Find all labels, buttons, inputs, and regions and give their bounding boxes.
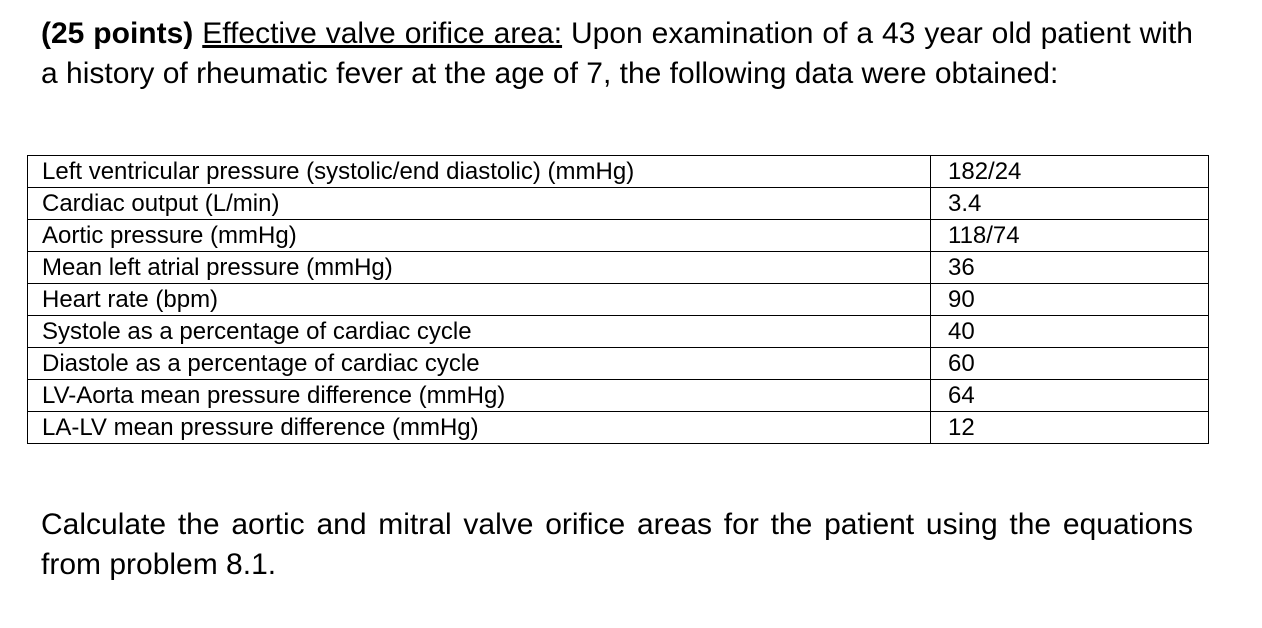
table-row bbox=[28, 220, 1209, 252]
table-row bbox=[28, 188, 1209, 220]
row-value: 90 bbox=[931, 284, 1209, 316]
patient-data-table bbox=[27, 155, 1209, 444]
table-row bbox=[28, 284, 1209, 316]
row-value: 40 bbox=[931, 316, 1209, 348]
table-row bbox=[28, 252, 1209, 284]
row-label: Systole as a percentage of cardiac cycle bbox=[28, 316, 931, 348]
problem-topic: Effective valve orifice area: bbox=[202, 17, 563, 50]
row-label: Aortic pressure (mmHg) bbox=[28, 220, 931, 252]
row-label: Cardiac output (L/min) bbox=[28, 188, 931, 220]
problem-intro bbox=[41, 14, 1193, 94]
row-label: Heart rate (bpm) bbox=[28, 284, 931, 316]
row-value: 36 bbox=[931, 252, 1209, 284]
table-row bbox=[28, 412, 1209, 444]
row-value: 118/74 bbox=[931, 220, 1209, 252]
row-value: 64 bbox=[931, 380, 1209, 412]
table-row bbox=[28, 316, 1209, 348]
row-value: 12 bbox=[931, 412, 1209, 444]
row-value: 3.4 bbox=[931, 188, 1209, 220]
question-text: Calculate the aortic and mitral valve orifice areas for the patient using the equations from problem 8.1. bbox=[41, 508, 1193, 581]
table-row bbox=[28, 380, 1209, 412]
table-row bbox=[28, 348, 1209, 380]
points-label: (25 points) bbox=[41, 17, 194, 50]
table-row bbox=[28, 156, 1209, 188]
intro-text: Upon examination of a 43 year old patient with a history of rheumatic fever at the age of 7, the following data were obtained: bbox=[41, 17, 1193, 90]
row-label: Diastole as a percentage of cardiac cycle bbox=[28, 348, 931, 380]
row-value: 182/24 bbox=[931, 156, 1209, 188]
row-label: Mean left atrial pressure (mmHg) bbox=[28, 252, 931, 284]
row-label: LA-LV mean pressure difference (mmHg) bbox=[28, 412, 931, 444]
row-label: LV-Aorta mean pressure difference (mmHg) bbox=[28, 380, 931, 412]
row-label: Left ventricular pressure (systolic/end diastolic) (mmHg) bbox=[28, 156, 931, 188]
row-value: 60 bbox=[931, 348, 1209, 380]
